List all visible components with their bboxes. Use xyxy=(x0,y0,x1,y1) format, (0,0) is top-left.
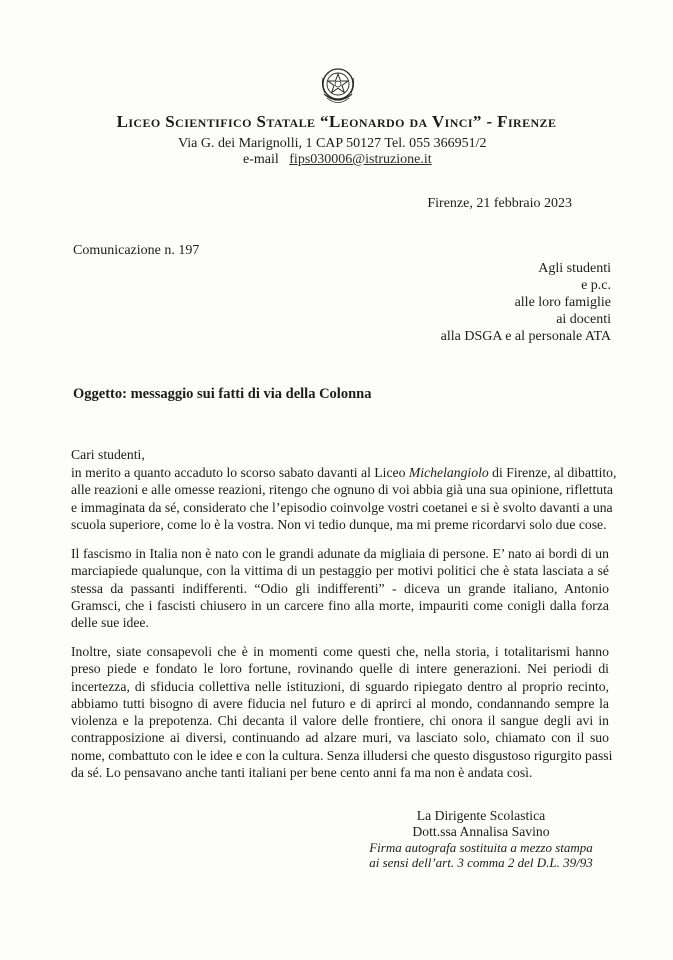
recipient-line: alla DSGA e al personale ATA xyxy=(440,329,611,344)
signature-block xyxy=(368,808,594,870)
recipient-line: Agli studenti xyxy=(538,261,611,276)
signatory-role: La Dirigente Scolastica xyxy=(416,808,546,823)
school-name-italic: Michelangiolo xyxy=(408,465,489,480)
school-email-link[interactable]: fips030006@istruzione.it xyxy=(289,152,432,167)
paragraph-line: delle sue idee. xyxy=(71,615,149,631)
paragraph-line: incertezza, di sfiducia collettiva nelle istituzioni, di sguardo ripiegato dentro al proprio recinto, xyxy=(71,678,609,694)
school-address: Via G. dei Marignolli, 1 CAP 50127 Tel. 055 366951/2 xyxy=(178,136,487,151)
recipient-line: e p.c. xyxy=(581,278,611,293)
paragraph-line: Inoltre, siate consapevoli che è in momenti come questi che, nella storia, i totalitarismi hanno xyxy=(71,644,609,659)
paragraph-line: violenza e la prepotenza. Chi decanta il valore delle frontiere, chi onora il sangue degli avi in xyxy=(71,713,609,729)
text-run: in merito a quanto accaduto lo scorso sabato davanti al Liceo xyxy=(71,465,409,480)
paragraph-line: alle reazioni e alle omesse reazioni, ritengo che ognuno di voi abbia già una sua opinione, riflettuta xyxy=(71,482,613,498)
signature-note: Firma autografa sostituita a mezzo stampa xyxy=(369,840,593,855)
email-label: e-mail xyxy=(243,152,279,167)
paragraph-line: e immaginata da sé, considerato che l’episodio coinvolge vostri coetanei e si è svolto davanti a una xyxy=(71,499,613,515)
paragraph-line: da sé. Lo pensavano anche tanti italiani per bene cento anni fa ma non è andata così. xyxy=(71,765,533,781)
paragraph-line xyxy=(71,464,617,481)
paragraph-line: abbiamo tutti bisogno di avere fiducia nel futuro e di aprirci al mondo, condannando sempre la xyxy=(71,695,609,711)
paragraph-3 xyxy=(71,643,613,781)
paragraph-line: marciapiede qualunque, con la vittima di un pestaggio per motivi politici che è stata lasciata a sé xyxy=(71,563,609,579)
paragraph-line: Il fascismo in Italia non è nato con le grandi adunate da migliaia di persone. E’ nato ai bordi di un xyxy=(71,546,609,561)
paragraph-1 xyxy=(71,464,617,533)
recipient-line: ai docenti xyxy=(556,312,611,327)
paragraph-line: contrapposizione ai diversi, continuando ad alzare muri, va lasciato solo, chiamato con il suo xyxy=(71,730,609,746)
paragraph-line: scuola superiore, come lo è la vostra. Non vi tedio dunque, ma mi preme ricordarvi solo due cose. xyxy=(71,516,607,532)
school-name: Liceo Scientifico Statale “Leonardo da Vinci” - Firenze xyxy=(116,112,557,131)
paragraph-line: preso piede e fondato le loro fortune, rovinando quelle di intere generazioni. Nei periodi di xyxy=(71,661,609,677)
paragraph-line: nome, combattuto con le idee e con la cultura. Senza illudersi che questo disgustoso rigurgito passi xyxy=(71,747,613,763)
paragraph-line: Gramsci, che i fascisti chiusero in un carcere fino alla morte, impauriti come conigli dalla forza xyxy=(71,597,609,613)
paragraph-2 xyxy=(71,545,609,631)
salutation: Cari studenti, xyxy=(71,447,145,462)
signatory-name: Dott.ssa Annalisa Savino xyxy=(412,824,550,839)
recipients-block xyxy=(441,260,611,345)
recipient-line: alle loro famiglie xyxy=(514,295,611,310)
school-email-line xyxy=(243,152,432,168)
signature-note: ai sensi dell’art. 3 comma 2 del D.L. 39/93 xyxy=(369,855,593,870)
paragraph-line: stessa da passanti indifferenti. “Odio gli indifferenti” - diceva un grande italiano, Antonio xyxy=(71,580,609,596)
letter-subject: Oggetto: messaggio sui fatti di via della Colonna xyxy=(73,386,372,402)
text-run: di Firenze, al dibattito, xyxy=(488,465,617,480)
letter-date: Firenze, 21 febbraio 2023 xyxy=(427,196,572,211)
communication-number: Comunicazione n. 197 xyxy=(73,243,200,258)
italian-republic-emblem-icon xyxy=(318,64,358,108)
